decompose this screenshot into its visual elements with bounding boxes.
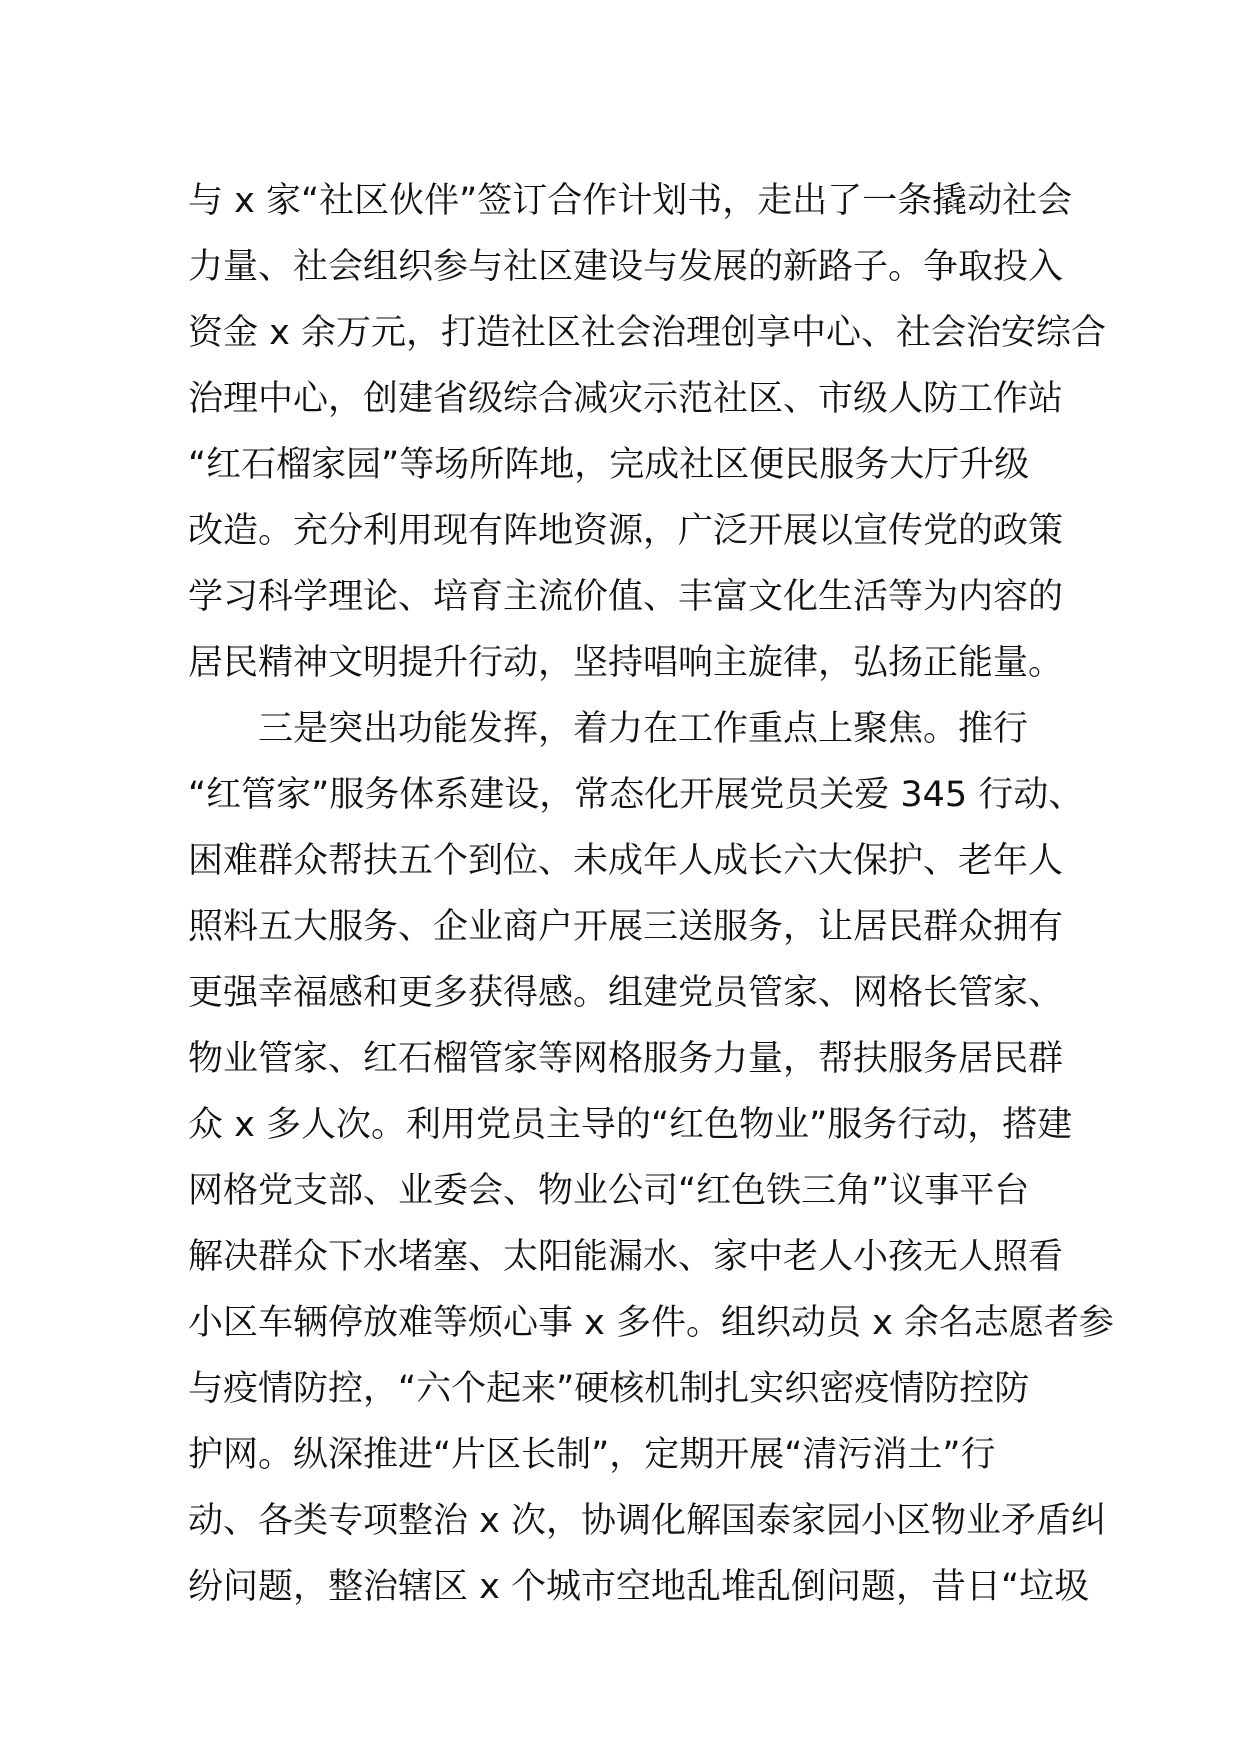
text-line: 更强幸福感和更多获得感。组建党员管家、网格长管家、: [188, 973, 1064, 1013]
text-line: 护网。纵深推进“片区长制”，定期开展“清污消土”行: [188, 1435, 996, 1475]
text-line: 纷问题，整治辖区 x 个城市空地乱堆乱倒问题，昔日“垃圾: [188, 1567, 1090, 1607]
text-line: 照料五大服务、企业商户开展三送服务，让居民群众拥有: [188, 907, 1064, 947]
text-line: 动、各类专项整治 x 次，协调化解国泰家园小区物业矛盾纠: [188, 1501, 1106, 1541]
text-line: 与疫情防控，“六个起来”硬核机制扎实织密疫情防控防: [188, 1369, 1030, 1409]
text-line: 治理中心，创建省级综合减灾示范社区、市级人防工作站: [188, 379, 1064, 419]
text-line: 三是突出功能发挥，着力在工作重点上聚焦。推行: [188, 709, 1029, 749]
text-line: 资金 x 余万元，打造社区社会治理创享中心、社会治安综合: [188, 313, 1106, 353]
text-line: 改造。充分利用现有阵地资源，广泛开展以宣传党的政策: [188, 511, 1064, 551]
text-line: 众 x 多人次。利用党员主导的“红色物业”服务行动，搭建: [188, 1105, 1073, 1145]
text-line: 居民精神文明提升行动，坚持唱响主旋律，弘扬正能量。: [188, 643, 1064, 683]
text-line: “红管家”服务体系建设，常态化开展党员关爱 345 行动、: [188, 775, 1084, 815]
body-text: [188, 168, 1114, 1620]
text-line: 与 x 家“社区伙伴”签订合作计划书，走出了一条撬动社会: [188, 181, 1073, 221]
text-line: 网格党支部、业委会、物业公司“红色铁三角”议事平台: [188, 1171, 1030, 1211]
text-line: 力量、社会组织参与社区建设与发展的新路子。争取投入: [188, 247, 1064, 287]
text-line: 学习科学理论、培育主流价值、丰富文化生活等为内容的: [188, 577, 1064, 617]
text-line: 小区车辆停放难等烦心事 x 多件。组织动员 x 余名志愿者参: [188, 1303, 1114, 1343]
text-line: 困难群众帮扶五个到位、未成年人成长六大保护、老年人: [188, 841, 1064, 881]
text-line: 物业管家、红石榴管家等网格服务力量，帮扶服务居民群: [188, 1039, 1064, 1079]
text-line: 解决群众下水堵塞、太阳能漏水、家中老人小孩无人照看: [188, 1237, 1064, 1277]
text-line: “红石榴家园”等场所阵地，完成社区便民服务大厅升级: [188, 445, 1030, 485]
